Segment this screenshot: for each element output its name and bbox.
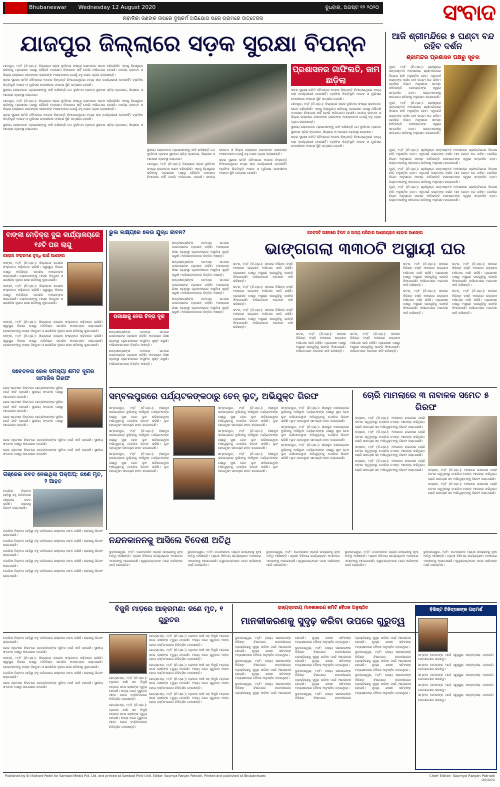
temple-text-2: [389, 148, 497, 222]
temple-body-2: ପୁରୀ, ୧୧/୮ (ନି.ପ୍ର.): ଶ୍ରୀକୃଷ୍ଣ ଜନ୍ମାଷ୍ଟମୀ ଅବସରରେ ଶ୍ରୀମନ୍ଦିରରେ ବିଶେଷ ନୀତି ଅନୁଷ୍ଠିତ ହେବ। ଏଥିପାଇଁ ଭକ୍ତଙ୍କ ଦର୍ଶନ ପାଞ୍ଚ ଘଣ୍ଟା ବନ୍ଦ ରହିବ। କୋଭିଡ଼ ନିୟମ ଅନୁସାରେ ସମସ୍ତ ନୀତିକାନ୍ତି ସେବାୟତଙ୍କ ଦ୍ୱାରା ସମ୍ପାଦିତ ହେବ। ଭକ୍ତମାନଙ୍କୁ ସହଯୋଗ କରିବାକୁ ଅନୁରୋଧ କରାଯାଇଛି।: [389, 148, 497, 165]
lead-col2-body-3: ସଡ଼କ ସୁରକ୍ଷା କମିଟି ବୈଠକରେ ଅନେକ ନିଷ୍ପତ୍ତି ନିଆଯାଇଥିଲେ ମଧ୍ୟ ତାହା କାର୍ଯ୍ୟକାରୀ ହେଉନାହିଁ। ଟ୍ରାଫିକ ଭିତ୍ତିଭୂମି ଅଭାବ ଓ ପୁଲିସର ଉଦାସୀନତା ଫଳରେ ସ୍ଥିତି ଗମ୍ଭୀର ହେଉଛି।: [219, 158, 287, 175]
chori-body-5: ଭଦ୍ରକ, ୧୧/୮ (ନି.ପ୍ର.): ଅଞ୍ଚଳରେ ଲଗାତାର ଚୋରି ଘଟଣା ଘଟୁଥିବାରୁ ପୋଲିସ ତଦନ୍ତ ଆରମ୍ଭ କରିଥିଲା। ଚୋରି ସାମଗ୍ରୀ ସହ ଅଭିଯୁକ୍ତଙ୍କୁ ଗିରଫ କରାଯାଇଛି।: [428, 468, 497, 481]
ad-title: ବିଶିଷ୍ଟ ଚିକିତ୍ସକଙ୍କ ପରାମର୍ଶ: [416, 606, 496, 616]
footer: [3, 772, 497, 785]
temple-body-1b: ପୁରୀ, ୧୧/୮ (ନି.ପ୍ର.): ଶ୍ରୀକୃଷ୍ଣ ଜନ୍ମାଷ୍ଟମୀ ଅବସରରେ ଶ୍ରୀମନ୍ଦିରରେ ବିଶେଷ ନୀତି ଅନୁଷ୍ଠିତ ହେବ। ଏଥିପାଇଁ ଭକ୍ତଙ୍କ ଦର୍ଶନ ପାଞ୍ଚ ଘଣ୍ଟା ବନ୍ଦ ରହିବ। କୋଭିଡ଼ ନିୟମ ଅନୁସାରେ ସମସ୍ତ ନୀତିକାନ୍ତି ସେବାୟତଙ୍କ ଦ୍ୱାରା ସମ୍ପାଦିତ ହେବ। ଭକ୍ତମାନଙ୍କୁ ସହଯୋଗ କରିବାକୁ ଅନୁରୋଧ କରାଯାଇଛି।: [389, 100, 441, 135]
lead-body-3: ସ୍ଥାନୀୟ ଲୋକମାନେ ପ୍ରଶାସନଙ୍କୁ ଦାବି କରିଛନ୍ତି ଯେ ଦୁର୍ଘଟଣା ପ୍ରବଣ ସ୍ଥାନରେ ସ୍ପିଡ଼ ବ୍ରେକର, ସିଗ୍ନାଲ ଓ ଆଲୋକ ବ୍ୟବସ୍ଥା କରାଯାଉ।: [3, 88, 143, 97]
temple-body-3: ପୁରୀ, ୧୧/୮ (ନି.ପ୍ର.): ଶ୍ରୀକୃଷ୍ଣ ଜନ୍ମାଷ୍ଟମୀ ଅବସରରେ ଶ୍ରୀମନ୍ଦିରରେ ବିଶେଷ ନୀତି ଅନୁଷ୍ଠିତ ହେବ। ଏଥିପାଇଁ ଭକ୍ତଙ୍କ ଦର୍ଶନ ପାଞ୍ଚ ଘଣ୍ଟା ବନ୍ଦ ରହିବ। କୋଭିଡ଼ ନିୟମ ଅନୁସାରେ ସମସ୍ତ ନୀତିକାନ୍ତି ସେବାୟତଙ୍କ ଦ୍ୱାରା ସମ୍ପାଦିତ ହେବ। ଭକ୍ତମାନଙ୍କୁ ସହଯୋଗ କରିବାକୁ ଅନୁରୋଧ କରାଯାଇଛି।: [389, 166, 497, 184]
bhanga-body-6: କଟକ, ୧୧/୮ (ନି.ପ୍ର.): ସହରର ବିଭିନ୍ନ ବସ୍ତି ଅଞ୍ଚଳରେ ଉଚ୍ଛେଦ ଅଭିଯାନ ଜାରି ରହିଛି। ପ୍ରଶାସନ ପକ୍ଷରୁ ଅସ୍ଥାୟୀ ଘରଗୁଡ଼ିକୁ ଭାଙ୍ଗି ଦିଆଯାଇଛି। ବାସିନ୍ଦାମାନେ ଥଇଥାନ ଦାବି କରିଛନ୍ତି।: [403, 262, 448, 288]
bhanga-body-9: କଟକ, ୧୧/୮ (ନି.ପ୍ର.): ସହରର ବିଭିନ୍ନ ବସ୍ତି ଅଞ୍ଚଳରେ ଉଚ୍ଛେଦ ଅଭିଯାନ ଜାରି ରହିଛି। ପ୍ରଶାସନ ପକ୍ଷରୁ ଅସ୍ଥାୟୀ ଘରଗୁଡ଼ିକୁ ଭାଙ୍ଗି ଦିଆଯାଇଛି। ବାସିନ୍ଦାମାନେ ଥଇଥାନ ଦାବି କରିଛନ୍ତି।: [452, 289, 497, 315]
bhanga-text-1: [233, 262, 293, 384]
footer-editor-name: ସମ୍ପାଦକ: [481, 778, 495, 782]
ad-body-3: ସମ୍ବାଦ ପାଠକଙ୍କ ପାଇଁ ସ୍ୱାସ୍ଥ୍ୟ ସମ୍ବନ୍ଧୀୟ ପରାମର୍ଶ। ଯୋଗାଯୋଗ କରନ୍ତୁ।: [418, 673, 494, 682]
newspaper-page: [3, 2, 497, 785]
left2-body-3: ରେଳ ଷ୍ଟେସନ ନିକଟରେ ଯାତ୍ରୀମାନଙ୍କ ସୁବିଧା ପାଇଁ ଦାବି ହୋଇଛି। ସ୍ଥାନୀୟ ସଂଗଠନ ପକ୍ଷରୁ ଆନ୍ଦୋଳନ ହୋଇଛି।: [3, 414, 63, 428]
brand-logo: [385, 2, 497, 28]
ad-body-1: ସମ୍ବାଦ ପାଠକଙ୍କ ପାଇଁ ସ୍ୱାସ୍ଥ୍ୟ ସମ୍ବନ୍ଧୀୟ ପରାମର୍ଶ। ଯୋଗାଯୋଗ କରନ୍ତୁ।: [418, 653, 494, 662]
bhanga-kicker: ଜନବସତି ଅଞ୍ଚଳରେ ବିପଦ ଓ ଅନ୍ୟ ପରିବାର ଆଶ୍ରୟହୀନ ହେବାର ଆଶଙ୍କା: [307, 230, 423, 235]
center-headline: ଭୁଲ ଲକ୍ଷ୍ୟରେ କେଉଁ ଯୁଦ୍ଧ ଜୀବନ?: [109, 230, 186, 236]
center-body-3: ଛାତ୍ରଛାତ୍ରୀଙ୍କ ପାଠପଢ଼ା ଉପରେ ଲକଡାଉନର ପ୍ରଭାବ ପଡ଼ିଛି। ଅନଲାଇନ ଶିକ୍ଷା ବ୍ୟବସ୍ଥା ଗ୍ରାମାଞ୍ଚଳରେ ଅସୁବିଧା ସୃଷ୍ଟି କରୁଛି। ଅଭିଭାବକମାନେ ଚିନ୍ତିତ ଅଛନ୍ତି।: [172, 278, 229, 296]
left-mid-headline: ବାଙ୍କୀ ମେଡ଼ିକ୍ରା ଦୁଇ କାର୍ଯ୍ୟାଳୟରେ ୧୬ଟି ଘର ଲାଗୁ: [3, 230, 103, 252]
center-body-2: ଛାତ୍ରଛାତ୍ରୀଙ୍କ ପାଠପଢ଼ା ଉପରେ ଲକଡାଉନର ପ୍ରଭାବ ପଡ଼ିଛି। ଅନଲାଇନ ଶିକ୍ଷା ବ୍ୟବସ୍ଥା ଗ୍ରାମାଞ୍ଚଳରେ ଅସୁବିଧା ସୃଷ୍ଟି କରୁଛି। ଅଭିଭାବକମାନେ ଚିନ୍ତିତ ଅଛନ୍ତି।: [172, 259, 229, 277]
bijuli-body-7: କେନ୍ଦ୍ରାପଡ଼ା, ୧୧/୮ (ନି.ପ୍ର.): ପ୍ରବଳ ବର୍ଷା ସହ ବିଜୁଳି ମାଡ଼ରେ ଜଣେ ଚାଷୀଙ୍କ ମୃତ୍ୟୁ ହୋଇଛି। ଅନ୍ୟ ଜଣେ ଗୁରୁତର ଆହତ ହୋଇ ହସ୍ପିଟାଲରେ ଚିକିତ୍ସିତ ହେଉଛନ୍ତି।: [109, 703, 147, 729]
left2-body-5: ରେଳ ଷ୍ଟେସନ ନିକଟରେ ଯାତ୍ରୀମାନଙ୍କ ସୁବିଧା ପାଇଁ ଦାବି ହୋଇଛି। ସ୍ଥାନୀୟ ସଂଗଠନ ପକ୍ଷରୁ ଆନ୍ଦୋଳନ ହୋଇଛି।: [3, 448, 103, 457]
left-mid-sub: କରୋନା ସଂକ୍ରମଣ ବୃଦ୍ଧି ପାଇଁ ଆଶଙ୍କା: [3, 253, 66, 258]
sambalpur-body-1: ସମ୍ବଲପୁର, ୧୧/୮ (ନି.ପ୍ର.): ହୀରାକୁଦ ଜଳଭଣ୍ଡାର ବୁଲିବାକୁ ଆସିଥିବା ପର୍ଯ୍ୟଟକଙ୍କ ଗଳାରୁ ସୁନା ଚେନ ଲୁଟ କରିନେଇଥିବା ଅଭିଯୁକ୍ତକୁ ପୋଲିସ ଗିରଫ କରିଛି। ଲୁଟ ହୋଇଥିବା ସାମଗ୍ରୀ ଜବତ କରାଯାଇଛି।: [109, 406, 169, 428]
bijuli-body-6: କେନ୍ଦ୍ରାପଡ଼ା, ୧୧/୮ (ନି.ପ୍ର.): ପ୍ରବଳ ବର୍ଷା ସହ ବିଜୁଳି ମାଡ଼ରେ ଜଣେ ଚାଷୀଙ୍କ ମୃତ୍ୟୁ ହୋଇଛି। ଅନ୍ୟ ଜଣେ ଗୁରୁତର ଆହତ ହୋଇ ହସ୍ପିଟାଲରେ ଚିକିତ୍ସିତ ହେଉଛନ୍ତି।: [109, 676, 147, 702]
chori-text-1: [355, 416, 425, 530]
bijuli-text-1: [149, 634, 229, 770]
center-photo-building: [109, 241, 169, 311]
left-bottom-body-1: ପୋଲିସ ପିକ୍‌ଅପ ଗାଡ଼ିରୁ ବହୁ ପରିମାଣର ଗଞ୍ଜେଇ ଜବତ କରିଛି। ଚାଳକକୁ ଗିରଫ କରାଯାଇଛି।: [3, 636, 103, 645]
left3-photo-vehicle: [33, 489, 103, 527]
bottom-headline: ମାନକୀକରଣକୁ ସୁଦୃଢ଼ କରିବା ଉପରେ ଗୁରୁତ୍ୱ: [240, 616, 406, 627]
sambalpur-portrait-1: [173, 406, 215, 456]
footer-imprint: Published by Sri Kishore Padhi for Sambad Media Pvt. Ltd. and printed at Sambad Print Unit. Editor: Soumya Ranjan Patnaik. Printed and published at Bhubaneswar.: [5, 774, 267, 778]
left2-text: [3, 386, 63, 436]
lead-column-1: [3, 64, 143, 224]
left-bottom-body-3: ବାଙ୍କୀ, ୧୧/୮ (ନି.ପ୍ର.): ଜିଲ୍ଲାରେ କରୋନା ସଂକ୍ରମଣ ବଢ଼ିବାରେ ଲାଗିଛି। ସ୍ୱାସ୍ଥ୍ୟ ବିଭାଗ ପକ୍ଷରୁ ଅତିରିକ୍ତ ସତର୍କତା ଅବଲମ୍ବନ କରାଯାଇଛି। ଲୋକମାନଙ୍କୁ ମାସ୍କ ପିନ୍ଧିବା ଓ ଶାରୀରିକ ଦୂରତା ରକ୍ଷା କରିବାକୁ କୁହାଯାଇଛି।: [3, 656, 103, 669]
lead-body-1-repeat: ଯାଜପୁର, ୧୧/୮ (ନି.ପ୍ର.): ଜିଲ୍ଲାରେ ସଡ଼କ ଦୁର୍ଘଟଣା ସଂଖ୍ୟା କ୍ରମାଗତ ଭାବେ ବଢ଼ିଚାଲିଛି। ଏହାକୁ ନିୟନ୍ତ୍ରଣ କରିବାକୁ ପ୍ରଶାସନ ପକ୍ଷରୁ କୌଣସି ପଦକ୍ଷେପ ନିଆଯାଉ ନାହିଁ ବୋଲି ଅଭିଯୋଗ ହେଉଛି। ଜାତୀୟ ରାଜପଥ ଓ ଜିଲ୍ଲା ରାସ୍ତାରେ ଯାନବାହାନ ଚାଳକଙ୍କ ଅସାବଧାନତା ଯୋଗୁଁ ବହୁ ଲୋକ ପ୍ରାଣ ହରାଉଛନ୍ତି।: [3, 98, 143, 112]
left3-body-4: ପୋଲିସ ପିକ୍‌ଅପ ଗାଡ଼ିରୁ ବହୁ ପରିମାଣର ଗଞ୍ଜେଇ ଜବତ କରିଛି। ଚାଳକକୁ ଗିରଫ କରାଯାଇଛି।: [3, 549, 103, 558]
left-mid-body-4: ବାଙ୍କୀ, ୧୧/୮ (ନି.ପ୍ର.): ଜିଲ୍ଲାରେ କରୋନା ସଂକ୍ରମଣ ବଢ଼ିବାରେ ଲାଗିଛି। ସ୍ୱାସ୍ଥ୍ୟ ବିଭାଗ ପକ୍ଷରୁ ଅତିରିକ୍ତ ସତର୍କତା ଅବଲମ୍ବନ କରାଯାଇଛି। ଲୋକମାନଙ୍କୁ ମାସ୍କ ପିନ୍ଧିବା ଓ ଶାରୀରିକ ଦୂରତା ରକ୍ଷା କରିବାକୁ କୁହାଯାଇଛି।: [3, 334, 103, 347]
left2-text-2: [3, 438, 103, 468]
bhanga-headline: ଭାଙ୍ଗଗଲା ୩୩୦ଟି ଅସ୍ଥାୟୀ ଘର: [264, 239, 466, 258]
nandan-text: [109, 550, 497, 600]
left3-body-3: ପୋଲିସ ପିକ୍‌ଅପ ଗାଡ଼ିରୁ ବହୁ ପରିମାଣର ଗଞ୍ଜେଇ ଜବତ କରିଛି। ଚାଳକକୁ ଗିରଫ କରାଯାଇଛି।: [3, 539, 103, 548]
bhanga-text-3: [403, 262, 497, 384]
date: Wednesday 12 August 2020: [78, 5, 156, 11]
nandan-body-3: ଭୁବନେଶ୍ୱର, ୧୧/୮: ନନ୍ଦନକାନନ ପ୍ରାଣୀ ଉଦ୍ୟାନକୁ ନୂଆ ଅତିଥି ଆସିଛନ୍ତି। ପ୍ରାଣୀ ବିନିମୟ କାର୍ଯ୍ୟକ୍ରମ ଅଧୀନରେ ଏମାନଙ୍କୁ ଆଣାଯାଇଛି। କ୍ୱାରେଣ୍ଟାଇନ ପରେ ଦର୍ଶକଙ୍କ ପାଇଁ ଖୋଲାଯିବ।: [266, 550, 340, 567]
nandan-headline: ନନ୍ଦନକାନନକୁ ଆସିଲେ ବିଦେଶୀ ଅତିଥି: [109, 536, 231, 546]
lead-kicker: ପ୍ରଶାସନର ଗାଫିଲତି, ଜାମ ଛାଡ଼ିଲା: [292, 65, 380, 85]
left2-body-2: ରେଳ ଷ୍ଟେସନ ନିକଟରେ ଯାତ୍ରୀମାନଙ୍କ ସୁବିଧା ପାଇଁ ଦାବି ହୋଇଛି। ସ୍ଥାନୀୟ ସଂଗଠନ ପକ୍ଷରୁ ଆନ୍ଦୋଳନ ହୋଇଛି।: [3, 400, 63, 413]
sambalpur-body-4: ସମ୍ବଲପୁର, ୧୧/୮ (ନି.ପ୍ର.): ହୀରାକୁଦ ଜଳଭଣ୍ଡାର ବୁଲିବାକୁ ଆସିଥିବା ପର୍ଯ୍ୟଟକଙ୍କ ଗଳାରୁ ସୁନା ଚେନ ଲୁଟ କରିନେଇଥିବା ଅଭିଯୁକ୍ତକୁ ପୋଲିସ ଗିରଫ କରିଛି। ଲୁଟ ହୋଇଥିବା ସାମଗ୍ରୀ ଜବତ କରାଯାଇଛି।: [218, 406, 278, 428]
left3-text-2: [3, 529, 103, 629]
divider: [109, 602, 497, 603]
date-odia: ବୁଧବାର, ଅଗଷ୍ଟ ୧୨ ୨୦୨୦: [325, 5, 379, 11]
ad-body-5: ସମ୍ବାଦ ପାଠକଙ୍କ ପାଇଁ ସ୍ୱାସ୍ଥ୍ୟ ସମ୍ବନ୍ଧୀୟ ପରାମର୍ଶ। ଯୋଗାଯୋଗ କରନ୍ତୁ।: [418, 693, 494, 702]
bottom-body-7: ଭୁବନେଶ୍ୱର, ୧୧/୮: ରାଜ୍ୟ ସରକାରଙ୍କ ବିଭିନ୍ନ ବିଭାଗରେ ମାନକୀକରଣ ପ୍ରକ୍ରିୟାକୁ ସୁଦୃଢ଼ କରିବା ପାଇଁ ଆଲୋଚନା ହୋଇଛି। ମୁଖ୍ୟ ଶାସନ ସଚିବଙ୍କ ଅଧ୍ୟକ୍ଷତାରେ ବୈଠକ ଅନୁଷ୍ଠିତ ହୋଇଥିଲା।: [355, 650, 411, 672]
lead-headline: ଯାଜପୁର ଜିଲ୍ଲାରେ ସଡ଼କ ସୁରକ୍ଷା ବିପନ୍ନ: [20, 32, 366, 57]
bottom-text: [235, 636, 411, 770]
sambalpur-body-8: ସମ୍ବଲପୁର, ୧୧/୮ (ନି.ପ୍ର.): ହୀରାକୁଦ ଜଳଭଣ୍ଡାର ବୁଲିବାକୁ ଆସିଥିବା ପର୍ଯ୍ୟଟକଙ୍କ ଗଳାରୁ ସୁନା ଚେନ ଲୁଟ କରିନେଇଥିବା ଅଭିଯୁକ୍ତକୁ ପୋଲିସ ଗିରଫ କରିଛି। ଲୁଟ ହୋଇଥିବା ସାମଗ୍ରୀ ଜବତ କରାଯାଇଛି।: [281, 424, 349, 442]
center-box-body-1: ଛାତ୍ରଛାତ୍ରୀଙ୍କ ପାଠପଢ଼ା ଉପରେ ଲକଡାଉନର ପ୍ରଭାବ ପଡ଼ିଛି। ଅନଲାଇନ ଶିକ୍ଷା ବ୍ୟବସ୍ଥା ଗ୍ରାମାଞ୍ଚଳରେ ଅସୁବିଧା ସୃଷ୍ଟି କରୁଛି। ଅଭିଭାବକମାନେ ଚିନ୍ତିତ ଅଛନ୍ତି।: [109, 330, 169, 347]
left2-headline: ସଚେତନତା ରେଳ ସମସ୍ୟା ଶମିତି ଦୂର୍ଗର ସାମାଜିକ ଗିରଫ: [11, 369, 95, 382]
center-box-title: ପରୀକ୍ଷାକୁ ନେଇ ଚିନ୍ତା ଦୂର: [109, 313, 169, 329]
bottom-body-4: ଭୁବନେଶ୍ୱର, ୧୧/୮: ରାଜ୍ୟ ସରକାରଙ୍କ ବିଭିନ୍ନ ବିଭାଗରେ ମାନକୀକରଣ ପ୍ରକ୍ରିୟାକୁ ସୁଦୃଢ଼ କରିବା ପାଇଁ ଆଲୋଚନା ହୋଇଛି। ମୁଖ୍ୟ ଶାସନ ସଚିବଙ୍କ ଅଧ୍ୟକ୍ଷତାରେ ବୈଠକ ଅନୁଷ୍ଠିତ ହୋଇଥିଲା।: [295, 646, 351, 668]
bottom-kicker: ରାଜ୍ୟସ୍ତରୀୟ ମାନକୀକରଣ କମିଟି ବୈଠକ ଅନୁଷ୍ଠିତ: [277, 606, 369, 611]
left3-body-1: ପୋଲିସ ପିକ୍‌ଅପ ଗାଡ଼ିରୁ ବହୁ ପରିମାଣର ଗଞ୍ଜେଇ ଜବତ କରିଛି। ଚାଳକକୁ ଗିରଫ କରାଯାଇଛି।: [3, 489, 31, 511]
chori-body-6: ଭଦ୍ରକ, ୧୧/୮ (ନି.ପ୍ର.): ଅଞ୍ଚଳରେ ଲଗାତାର ଚୋରି ଘଟଣା ଘଟୁଥିବାରୁ ପୋଲିସ ତଦନ୍ତ ଆରମ୍ଭ କରିଥିଲା। ଚୋରି ସାମଗ୍ରୀ ସହ ଅଭିଯୁକ୍ତଙ୍କୁ ଗିରଫ କରାଯାଇଛି।: [428, 482, 497, 495]
ad-body-4: ସମ୍ବାଦ ପାଠକଙ୍କ ପାଇଁ ସ୍ୱାସ୍ଥ୍ୟ ସମ୍ବନ୍ଧୀୟ ପରାମର୍ଶ। ଯୋଗାଯୋଗ କରନ୍ତୁ।: [418, 683, 494, 692]
bhanga-body-2: କଟକ, ୧୧/୮ (ନି.ପ୍ର.): ସହରର ବିଭିନ୍ନ ବସ୍ତି ଅଞ୍ଚଳରେ ଉଚ୍ଛେଦ ଅଭିଯାନ ଜାରି ରହିଛି। ପ୍ରଶାସନ ପକ୍ଷରୁ ଅସ୍ଥାୟୀ ଘରଗୁଡ଼ିକୁ ଭାଙ୍ଗି ଦିଆଯାଇଛି। ବାସିନ୍ଦାମାନେ ଥଇଥାନ ଦାବି କରିଛନ୍ତି।: [233, 284, 293, 307]
lead-body-2: ସଡ଼କ ସୁରକ୍ଷା କମିଟି ବୈଠକରେ ଅନେକ ନିଷ୍ପତ୍ତି ନିଆଯାଇଥିଲେ ମଧ୍ୟ ତାହା କାର୍ଯ୍ୟକାରୀ ହେଉନାହିଁ। ଟ୍ରାଫିକ ଭିତ୍ତିଭୂମି ଅଭାବ ଓ ପୁଲିସର ଉଦାସୀନତା ଫଳରେ ସ୍ଥିତି ଗମ୍ଭୀର ହେଉଛି।: [3, 78, 143, 87]
bottom-body-2: ଭୁବନେଶ୍ୱର, ୧୧/୮: ରାଜ୍ୟ ସରକାରଙ୍କ ବିଭିନ୍ନ ବିଭାଗରେ ମାନକୀକରଣ ପ୍ରକ୍ରିୟାକୁ ସୁଦୃଢ଼ କରିବା ପାଇଁ ଆଲୋଚନା ହୋଇଛି। ମୁଖ୍ୟ ଶାସନ ସଚିବଙ୍କ ଅଧ୍ୟକ୍ଷତାରେ ବୈଠକ ଅନୁଷ୍ଠିତ ହୋଇଥିଲା।: [235, 658, 291, 681]
left-mid-body-1: ବାଙ୍କୀ, ୧୧/୮ (ନି.ପ୍ର.): ଜିଲ୍ଲାରେ କରୋନା ସଂକ୍ରମଣ ବଢ଼ିବାରେ ଲାଗିଛି। ସ୍ୱାସ୍ଥ୍ୟ ବିଭାଗ ପକ୍ଷରୁ ଅତିରିକ୍ତ ସତର୍କତା ଅବଲମ୍ବନ କରାଯାଇଛି। ଲୋକମାନଙ୍କୁ ମାସ୍କ ପିନ୍ଧିବା ଓ ଶାରୀରିକ ଦୂରତା ରକ୍ଷା କରିବାକୁ କୁହାଯାଇଛି।: [3, 261, 63, 283]
lead-col3-body-3: ସ୍ଥାନୀୟ ଲୋକମାନେ ପ୍ରଶାସନଙ୍କୁ ଦାବି କରିଛନ୍ତି ଯେ ଦୁର୍ଘଟଣା ପ୍ରବଣ ସ୍ଥାନରେ ସ୍ପିଡ଼ ବ୍ରେକର, ସିଗ୍ନାଲ ଓ ଆଲୋକ ବ୍ୟବସ୍ଥା କରାଯାଉ।: [291, 125, 381, 134]
top-strip: ନାବାଳିକା ଜଣଙ୍କ ଉପରେ ଦୁଷ୍କର୍ମ ଅଭିଯୋଗ ପରେ ଗ୍ରାମରେ ଉତ୍ତେଜନା: [3, 15, 383, 24]
nandan-body-1: ଭୁବନେଶ୍ୱର, ୧୧/୮: ନନ୍ଦନକାନନ ପ୍ରାଣୀ ଉଦ୍ୟାନକୁ ନୂଆ ଅତିଥି ଆସିଛନ୍ତି। ପ୍ରାଣୀ ବିନିମୟ କାର୍ଯ୍ୟକ୍ରମ ଅଧୀନରେ ଏମାନଙ୍କୁ ଆଣାଯାଇଛି। କ୍ୱାରେଣ୍ଟାଇନ ପରେ ଦର୍ଶକଙ୍କ ପାଇଁ ଖୋଲାଯିବ।: [109, 550, 183, 567]
bhanga-photo-demolition: [296, 262, 400, 330]
nandan-body-2: ଭୁବନେଶ୍ୱର, ୧୧/୮: ନନ୍ଦନକାନନ ପ୍ରାଣୀ ଉଦ୍ୟାନକୁ ନୂଆ ଅତିଥି ଆସିଛନ୍ତି। ପ୍ରାଣୀ ବିନିମୟ କାର୍ଯ୍ୟକ୍ରମ ଅଧୀନରେ ଏମାନଙ୍କୁ ଆଣାଯାଇଛି। କ୍ୱାରେଣ୍ଟାଇନ ପରେ ଦର୍ଶକଙ୍କ ପାଇଁ ଖୋଲାଯିବ।: [187, 550, 262, 567]
chori-body-2: ଭଦ୍ରକ, ୧୧/୮ (ନି.ପ୍ର.): ଅଞ୍ଚଳରେ ଲଗାତାର ଚୋରି ଘଟଣା ଘଟୁଥିବାରୁ ପୋଲିସ ତଦନ୍ତ ଆରମ୍ଭ କରିଥିଲା। ଚୋରି ସାମଗ୍ରୀ ସହ ଅଭିଯୁକ୍ତଙ୍କୁ ଗିରଫ କରାଯାଇଛି।: [355, 430, 425, 443]
ad-doctor-photo: [418, 618, 448, 652]
divider: [352, 390, 353, 530]
ad-body-2: ସମ୍ବାଦ ପାଠକଙ୍କ ପାଇଁ ସ୍ୱାସ୍ଥ୍ୟ ସମ୍ବନ୍ଧୀୟ ପରାମର୍ଶ। ଯୋଗାଯୋଗ କରନ୍ତୁ।: [418, 663, 494, 672]
center-body-4: ଛାତ୍ରଛାତ୍ରୀଙ୍କ ପାଠପଢ଼ା ଉପରେ ଲକଡାଉନର ପ୍ରଭାବ ପଡ଼ିଛି। ଅନଲାଇନ ଶିକ୍ଷା ବ୍ୟବସ୍ଥା ଗ୍ରାମାଞ୍ଚଳରେ ଅସୁବିଧା ସୃଷ୍ଟି କରୁଛି। ଅଭିଭାବକମାନେ ଚିନ୍ତିତ ଅଛନ୍ତି।: [172, 297, 229, 314]
left-mid-text-2: [3, 320, 103, 366]
divider: [232, 604, 233, 770]
left2-portrait: [67, 388, 103, 428]
ad-box: [415, 605, 497, 770]
sambalpur-text-1: [109, 406, 169, 530]
bijuli-body-3: କେନ୍ଦ୍ରାପଡ଼ା, ୧୧/୮ (ନି.ପ୍ର.): ପ୍ରବଳ ବର୍ଷା ସହ ବିଜୁଳି ମାଡ଼ରେ ଜଣେ ଚାଷୀଙ୍କ ମୃତ୍ୟୁ ହୋଇଛି। ଅନ୍ୟ ଜଣେ ଗୁରୁତର ଆହତ ହୋଇ ହସ୍ପିଟାଲରେ ଚିକିତ୍ସିତ ହେଉଛନ୍ତି।: [149, 662, 229, 676]
bijuli-body-5: କେନ୍ଦ୍ରାପଡ଼ା, ୧୧/୮ (ନି.ପ୍ର.): ପ୍ରବଳ ବର୍ଷା ସହ ବିଜୁଳି ମାଡ଼ରେ ଜଣେ ଚାଷୀଙ୍କ ମୃତ୍ୟୁ ହୋଇଛି। ଅନ୍ୟ ଜଣେ ଗୁରୁତର ଆହତ ହୋଇ ହସ୍ପିଟାଲରେ ଚିକିତ୍ସିତ ହେଉଛନ୍ତି।: [149, 691, 229, 705]
left-bottom-body-4: ପୋଲିସ ପିକ୍‌ଅପ ଗାଡ଼ିରୁ ବହୁ ପରିମାଣର ଗଞ୍ଜେଇ ଜବତ କରିଛି। ଚାଳକକୁ ଗିରଫ କରାଯାଇଛି।: [3, 670, 103, 679]
center-body-1: ଛାତ୍ରଛାତ୍ରୀଙ୍କ ପାଠପଢ଼ା ଉପରେ ଲକଡାଉନର ପ୍ରଭାବ ପଡ଼ିଛି। ଅନଲାଇନ ଶିକ୍ଷା ବ୍ୟବସ୍ଥା ଗ୍ରାମାଞ୍ଚଳରେ ଅସୁବିଧା ସୃଷ୍ଟି କରୁଛି। ଅଭିଭାବକମାନେ ଚିନ୍ତିତ ଅଛନ୍ତି।: [172, 241, 229, 258]
lead-column-3: [291, 88, 381, 224]
left-mid-portrait: [67, 262, 103, 306]
left2-body-4: ରେଳ ଷ୍ଟେସନ ନିକଟରେ ଯାତ୍ରୀମାନଙ୍କ ସୁବିଧା ପାଇଁ ଦାବି ହୋଇଛି। ସ୍ଥାନୀୟ ସଂଗଠନ ପକ୍ଷରୁ ଆନ୍ଦୋଳନ ହୋଇଛି।: [3, 438, 103, 447]
lead-body-2-repeat: ସଡ଼କ ସୁରକ୍ଷା କମିଟି ବୈଠକରେ ଅନେକ ନିଷ୍ପତ୍ତି ନିଆଯାଇଥିଲେ ମଧ୍ୟ ତାହା କାର୍ଯ୍ୟକାରୀ ହେଉନାହିଁ। ଟ୍ରାଫିକ ଭିତ୍ତିଭୂମି ଅଭାବ ଓ ପୁଲିସର ଉଦାସୀନତା ଫଳରେ ସ୍ଥିତି ଗମ୍ଭୀର ହେଉଛି।: [3, 112, 143, 122]
bhanga-body-3: କଟକ, ୧୧/୮ (ନି.ପ୍ର.): ସହରର ବିଭିନ୍ନ ବସ୍ତି ଅଞ୍ଚଳରେ ଉଚ୍ଛେଦ ଅଭିଯାନ ଜାରି ରହିଛି। ପ୍ରଶାସନ ପକ୍ଷରୁ ଅସ୍ଥାୟୀ ଘରଗୁଡ଼ିକୁ ଭାଙ୍ଗି ଦିଆଯାଇଛି। ବାସିନ୍ଦାମାନେ ଥଇଥାନ ଦାବି କରିଛନ୍ତି।: [233, 307, 293, 330]
bhanga-body-7: କଟକ, ୧୧/୮ (ନି.ପ୍ର.): ସହରର ବିଭିନ୍ନ ବସ୍ତି ଅଞ୍ଚଳରେ ଉଚ୍ଛେଦ ଅଭିଯାନ ଜାରି ରହିଛି। ପ୍ରଶାସନ ପକ୍ଷରୁ ଅସ୍ଥାୟୀ ଘରଗୁଡ଼ିକୁ ଭାଙ୍ଗି ଦିଆଯାଇଛି। ବାସିନ୍ଦାମାନେ ଥଇଥାନ ଦାବି କରିଛନ୍ତି।: [403, 289, 448, 315]
sambalpur-text-2: [218, 406, 278, 530]
sambalpur-body-5: ସମ୍ବଲପୁର, ୧୧/୮ (ନି.ପ୍ର.): ହୀରାକୁଦ ଜଳଭଣ୍ଡାର ବୁଲିବାକୁ ଆସିଥିବା ପର୍ଯ୍ୟଟକଙ୍କ ଗଳାରୁ ସୁନା ଚେନ ଲୁଟ କରିନେଇଥିବା ଅଭିଯୁକ୍ତକୁ ପୋଲିସ ଗିରଫ କରିଛି। ଲୁଟ ହୋଇଥିବା ସାମଗ୍ରୀ ଜବତ କରାଯାଇଛି।: [218, 428, 278, 451]
chori-body-4: ଭଦ୍ରକ, ୧୧/୮ (ନି.ପ୍ର.): ଅଞ୍ଚଳରେ ଲଗାତାର ଚୋରି ଘଟଣା ଘଟୁଥିବାରୁ ପୋଲିସ ତଦନ୍ତ ଆରମ୍ଭ କରିଥିଲା। ଚୋରି ସାମଗ୍ରୀ ସହ ଅଭିଯୁକ୍ତଙ୍କୁ ଗିରଫ କରାଯାଇଛି।: [355, 459, 425, 472]
bhanga-text-2: [296, 332, 400, 384]
lead-col3-body-1: ସଡ଼କ ସୁରକ୍ଷା କମିଟି ବୈଠକରେ ଅନେକ ନିଷ୍ପତ୍ତି ନିଆଯାଇଥିଲେ ମଧ୍ୟ ତାହା କାର୍ଯ୍ୟକାରୀ ହେଉନାହିଁ। ଟ୍ରାଫିକ ଭିତ୍ତିଭୂମି ଅଭାବ ଓ ପୁଲିସର ଉଦାସୀନତା ଫଳରେ ସ୍ଥିତି ଗମ୍ଭୀର ହେଉଛି।: [291, 88, 381, 101]
temple-sub: ଶ୍ରୀମନ୍ଦିର ପ୍ରଶାସନ ପକ୍ଷରୁ ସୂଚନା: [406, 55, 480, 61]
left-mid-text: [3, 261, 63, 319]
lead-column-2: [147, 148, 287, 224]
bijuli-body-2: କେନ୍ଦ୍ରାପଡ଼ା, ୧୧/୮ (ନି.ପ୍ର.): ପ୍ରବଳ ବର୍ଷା ସହ ବିଜୁଳି ମାଡ଼ରେ ଜଣେ ଚାଷୀଙ୍କ ମୃତ୍ୟୁ ହୋଇଛି। ଅନ୍ୟ ଜଣେ ଗୁରୁତର ଆହତ ହୋଇ ହସ୍ପିଟାଲରେ ଚିକିତ୍ସିତ ହେଉଛନ୍ତି।: [149, 648, 229, 661]
temple-photo: [444, 65, 497, 145]
sambalpur-body-9: ସମ୍ବଲପୁର, ୧୧/୮ (ନି.ପ୍ର.): ହୀରାକୁଦ ଜଳଭଣ୍ଡାର ବୁଲିବାକୁ ଆସିଥିବା ପର୍ଯ୍ୟଟକଙ୍କ ଗଳାରୁ ସୁନା ଚେନ ଲୁଟ କରିନେଇଥିବା ଅଭିଯୁକ୍ତକୁ ପୋଲିସ ଗିରଫ କରିଛି। ଲୁଟ ହୋଇଥିବା ସାମଗ୍ରୀ ଜବତ କରାଯାଇଛି।: [281, 443, 349, 461]
footer-editor: [429, 774, 495, 782]
temple-body-4: ପୁରୀ, ୧୧/୮ (ନି.ପ୍ର.): ଶ୍ରୀକୃଷ୍ଣ ଜନ୍ମାଷ୍ଟମୀ ଅବସରରେ ଶ୍ରୀମନ୍ଦିରରେ ବିଶେଷ ନୀତି ଅନୁଷ୍ଠିତ ହେବ। ଏଥିପାଇଁ ଭକ୍ତଙ୍କ ଦର୍ଶନ ପାଞ୍ଚ ଘଣ୍ଟା ବନ୍ଦ ରହିବ। କୋଭିଡ଼ ନିୟମ ଅନୁସାରେ ସମସ୍ତ ନୀତିକାନ୍ତି ସେବାୟତଙ୍କ ଦ୍ୱାରା ସମ୍ପାଦିତ ହେବ। ଭକ୍ତମାନଙ୍କୁ ସହଯୋଗ କରିବାକୁ ଅନୁରୋଧ କରାଯାଇଛି।: [389, 185, 497, 203]
page-marker-icon: [5, 2, 27, 14]
bijuli-portrait: [109, 634, 147, 674]
lead-body-1: ଯାଜପୁର, ୧୧/୮ (ନି.ପ୍ର.): ଜିଲ୍ଲାରେ ସଡ଼କ ଦୁର୍ଘଟଣା ସଂଖ୍ୟା କ୍ରମାଗତ ଭାବେ ବଢ଼ିଚାଲିଛି। ଏହାକୁ ନିୟନ୍ତ୍ରଣ କରିବାକୁ ପ୍ରଶାସନ ପକ୍ଷରୁ କୌଣସି ପଦକ୍ଷେପ ନିଆଯାଉ ନାହିଁ ବୋଲି ଅଭିଯୋଗ ହେଉଛି। ଜାତୀୟ ରାଜପଥ ଓ ଜିଲ୍ଲା ରାସ୍ତାରେ ଯାନବାହାନ ଚାଳକଙ୍କ ଅସାବଧାନତା ଯୋଗୁଁ ବହୁ ଲୋକ ପ୍ରାଣ ହରାଉଛନ୍ତି।: [3, 64, 143, 77]
bottom-body-5: ଭୁବନେଶ୍ୱର, ୧୧/୮: ରାଜ୍ୟ ସରକାରଙ୍କ ବିଭିନ୍ନ ବିଭାଗରେ ମାନକୀକରଣ ପ୍ରକ୍ରିୟାକୁ ସୁଦୃଢ଼ କରିବା ପାଇଁ ଆଲୋଚନା ହୋଇଛି। ମୁଖ୍ୟ ଶାସନ ସଚିବଙ୍କ ଅଧ୍ୟକ୍ଷତାରେ ବୈଠକ ଅନୁଷ୍ଠିତ ହୋଇଥିଲା।: [295, 669, 351, 691]
divider: [385, 32, 386, 222]
divider: [3, 470, 106, 471]
divider: [3, 226, 497, 227]
chori-headline: ଚୋରି ମାମଲାରେ ୩ ନାବାଳକ ସମେତ ୫ ଗିରଫ: [362, 391, 490, 413]
left3-body-2: ପୋଲିସ ପିକ୍‌ଅପ ଗାଡ଼ିରୁ ବହୁ ପରିମାଣର ଗଞ୍ଜେଇ ଜବତ କରିଛି। ଚାଳକକୁ ଗିରଫ କରାଯାଇଛି।: [3, 529, 103, 538]
bottom-body-1: ଭୁବନେଶ୍ୱର, ୧୧/୮: ରାଜ୍ୟ ସରକାରଙ୍କ ବିଭିନ୍ନ ବିଭାଗରେ ମାନକୀକରଣ ପ୍ରକ୍ରିୟାକୁ ସୁଦୃଢ଼ କରିବା ପାଇଁ ଆଲୋଚନା ହୋଇଛି। ମୁଖ୍ୟ ଶାସନ ସଚିବଙ୍କ ଅଧ୍ୟକ୍ଷତାରେ ବୈଠକ ଅନୁଷ୍ଠିତ ହୋଇଥିଲା।: [235, 636, 291, 658]
left-mid-body-2: ବାଙ୍କୀ, ୧୧/୮ (ନି.ପ୍ର.): ଜିଲ୍ଲାରେ କରୋନା ସଂକ୍ରମଣ ବଢ଼ିବାରେ ଲାଗିଛି। ସ୍ୱାସ୍ଥ୍ୟ ବିଭାଗ ପକ୍ଷରୁ ଅତିରିକ୍ତ ସତର୍କତା ଅବଲମ୍ବନ କରାଯାଇଛି। ଲୋକମାନଙ୍କୁ ମାସ୍କ ପିନ୍ଧିବା ଓ ଶାରୀରିକ ଦୂରତା ରକ୍ଷା କରିବାକୁ କୁହାଯାଇଛି।: [3, 283, 63, 306]
bottom-body-3: ଭୁବନେଶ୍ୱର, ୧୧/୮: ରାଜ୍ୟ ସରକାରଙ୍କ ବିଭିନ୍ନ ବିଭାଗରେ ମାନକୀକରଣ ପ୍ରକ୍ରିୟାକୁ ସୁଦୃଢ଼ କରିବା ପାଇଁ ଆଲୋଚନା ହୋଇଛି। ମୁଖ୍ୟ ଶାସନ ସଚିବଙ୍କ ଅଧ୍ୟକ୍ଷତାରେ ବୈଠକ ଅନୁଷ୍ଠିତ ହୋଇଥିଲା।: [235, 636, 351, 695]
divider: [109, 387, 497, 388]
bottom-body-8: ଭୁବନେଶ୍ୱର, ୧୧/୮: ରାଜ୍ୟ ସରକାରଙ୍କ ବିଭିନ୍ନ ବିଭାଗରେ ମାନକୀକରଣ ପ୍ରକ୍ରିୟାକୁ ସୁଦୃଢ଼ କରିବା ପାଇଁ ଆଲୋଚନା ହୋଇଛି। ମୁଖ୍ୟ ଶାସନ ସଚିବଙ୍କ ଅଧ୍ୟକ୍ଷତାରେ ବୈଠକ ଅନୁଷ୍ଠିତ ହୋଇଥିଲା।: [355, 673, 411, 695]
left-bottom-text: [3, 636, 103, 770]
temple-text-1: [389, 65, 441, 145]
divider: [109, 533, 497, 534]
sambalpur-portrait-2: [173, 458, 215, 500]
bijuli-headline: ବିଜୁଳି ମାଡ଼ରେ ଆକ୍ରମଣ: ଜଣେ ମୃତ, ୧ ଗୁରୁତର: [114, 605, 224, 624]
lead-body-3-repeat: ସ୍ଥାନୀୟ ଲୋକମାନେ ପ୍ରଶାସନଙ୍କୁ ଦାବି କରିଛନ୍ତି ଯେ ଦୁର୍ଘଟଣା ପ୍ରବଣ ସ୍ଥାନରେ ସ୍ପିଡ଼ ବ୍ରେକର, ସିଗ୍ନାଲ ଓ ଆଲୋକ ବ୍ୟବସ୍ଥା କରାଯାଉ।: [3, 123, 143, 132]
left-mid-body-3: ବାଙ୍କୀ, ୧୧/୮ (ନି.ପ୍ର.): ଜିଲ୍ଲାରେ କରୋନା ସଂକ୍ରମଣ ବଢ଼ିବାରେ ଲାଗିଛି। ସ୍ୱାସ୍ଥ୍ୟ ବିଭାଗ ପକ୍ଷରୁ ଅତିରିକ୍ତ ସତର୍କତା ଅବଲମ୍ବନ କରାଯାଇଛି। ଲୋକମାନଙ୍କୁ ମାସ୍କ ପିନ୍ଧିବା ଓ ଶାରୀରିକ ଦୂରତା ରକ୍ଷା କରିବାକୁ କୁହାଯାଇଛି।: [3, 320, 103, 333]
bhanga-body-1: କଟକ, ୧୧/୮ (ନି.ପ୍ର.): ସହରର ବିଭିନ୍ନ ବସ୍ତି ଅଞ୍ଚଳରେ ଉଚ୍ଛେଦ ଅଭିଯାନ ଜାରି ରହିଛି। ପ୍ରଶାସନ ପକ୍ଷରୁ ଅସ୍ଥାୟୀ ଘରଗୁଡ଼ିକୁ ଭାଙ୍ଗି ଦିଆଯାଇଛି। ବାସିନ୍ଦାମାନେ ଥଇଥାନ ଦାବି କରିଛନ୍ତି।: [233, 262, 293, 284]
sambalpur-body-7: ସମ୍ବଲପୁର, ୧୧/୮ (ନି.ପ୍ର.): ହୀରାକୁଦ ଜଳଭଣ୍ଡାର ବୁଲିବାକୁ ଆସିଥିବା ପର୍ଯ୍ୟଟକଙ୍କ ଗଳାରୁ ସୁନା ଚେନ ଲୁଟ କରିନେଇଥିବା ଅଭିଯୁକ୍ତକୁ ପୋଲିସ ଗିରଫ କରିଛି। ଲୁଟ ହୋଇଥିବା ସାମଗ୍ରୀ ଜବତ କରାଯାଇଛି।: [281, 406, 349, 423]
center-text-col: [172, 241, 229, 381]
nandan-body-4: ଭୁବନେଶ୍ୱର, ୧୧/୮: ନନ୍ଦନକାନନ ପ୍ରାଣୀ ଉଦ୍ୟାନକୁ ନୂଆ ଅତିଥି ଆସିଛନ୍ତି। ପ୍ରାଣୀ ବିନିମୟ କାର୍ଯ୍ୟକ୍ରମ ଅଧୀନରେ ଏମାନଙ୍କୁ ଆଣାଯାଇଛି। କ୍ୱାରେଣ୍ଟାଇନ ପରେ ଦର୍ଶକଙ୍କ ପାଇଁ ଖୋଲାଯିବ।: [344, 550, 419, 567]
nandan-body-5: ଭୁବନେଶ୍ୱର, ୧୧/୮: ନନ୍ଦନକାନନ ପ୍ରାଣୀ ଉଦ୍ୟାନକୁ ନୂଆ ଅତିଥି ଆସିଛନ୍ତି। ପ୍ରାଣୀ ବିନିମୟ କାର୍ଯ୍ୟକ୍ରମ ଅଧୀନରେ ଏମାନଙ୍କୁ ଆଣାଯାଇଛି। କ୍ୱାରେଣ୍ଟାଇନ ପରେ ଦର୍ଶକଙ୍କ ପାଇଁ ଖୋଲାଯିବ।: [423, 550, 497, 567]
sambalpur-body-6: ସମ୍ବଲପୁର, ୧୧/୮ (ନି.ପ୍ର.): ହୀରାକୁଦ ଜଳଭଣ୍ଡାର ବୁଲିବାକୁ ଆସିଥିବା ପର୍ଯ୍ୟଟକଙ୍କ ଗଳାରୁ ସୁନା ଚେନ ଲୁଟ କରିନେଇଥିବା ଅଭିଯୁକ୍ତକୁ ପୋଲିସ ଗିରଫ କରିଛି। ଲୁଟ ହୋଇଥିବା ସାମଗ୍ରୀ ଜବତ କରାଯାଇଛି।: [218, 451, 278, 474]
chori-photo-police: [428, 416, 497, 466]
temple-headline: ଆଜି ଶ୍ରୀମନ୍ଦିରେ ୫ ଘଣ୍ଟା ବନ୍ଦ ରହିବ ଦର୍ଶନ: [391, 32, 495, 52]
bhanga-body-8: କଟକ, ୧୧/୮ (ନି.ପ୍ର.): ସହରର ବିଭିନ୍ନ ବସ୍ତି ଅଞ୍ଚଳରେ ଉଚ୍ଛେଦ ଅଭିଯାନ ଜାରି ରହିଛି। ପ୍ରଶାସନ ପକ୍ଷରୁ ଅସ୍ଥାୟୀ ଘରଗୁଡ଼ିକୁ ଭାଙ୍ଗି ଦିଆଯାଇଛି। ବାସିନ୍ଦାମାନେ ଥଇଥାନ ଦାବି କରିଛନ୍ତି।: [452, 262, 497, 288]
left-bottom-body-5: ରେଳ ଷ୍ଟେସନ ନିକଟରେ ଯାତ୍ରୀମାନଙ୍କ ସୁବିଧା ପାଇଁ ଦାବି ହୋଇଛି। ସ୍ଥାନୀୟ ସଂଗଠନ ପକ୍ଷରୁ ଆନ୍ଦୋଳନ ହୋଇଛି।: [3, 680, 103, 689]
left3-body-6: ପୋଲିସ ପିକ୍‌ଅପ ଗାଡ଼ିରୁ ବହୁ ପରିମାଣର ଗଞ୍ଜେଇ ଜବତ କରିଛି। ଚାଳକକୁ ଗିରଫ କରାଯାଇଛି।: [3, 569, 103, 578]
lead-col3-body-4: ସଡ଼କ ସୁରକ୍ଷା କମିଟି ବୈଠକରେ ଅନେକ ନିଷ୍ପତ୍ତି ନିଆଯାଇଥିଲେ ମଧ୍ୟ ତାହା କାର୍ଯ୍ୟକାରୀ ହେଉନାହିଁ। ଟ୍ରାଫିକ ଭିତ୍ତିଭୂମି ଅଭାବ ଓ ପୁଲିସର ଉଦାସୀନତା ଫଳରେ ସ୍ଥିତି ଗମ୍ଭୀର ହେଉଛି।: [291, 135, 381, 149]
center-box-body-2: ଛାତ୍ରଛାତ୍ରୀଙ୍କ ପାଠପଢ଼ା ଉପରେ ଲକଡାଉନର ପ୍ରଭାବ ପଡ଼ିଛି। ଅନଲାଇନ ଶିକ୍ଷା ବ୍ୟବସ୍ଥା ଗ୍ରାମାଞ୍ଚଳରେ ଅସୁବିଧା ସୃଷ୍ଟି କରୁଛି। ଅଭିଭାବକମାନେ ଚିନ୍ତିତ ଅଛନ୍ତି।: [109, 348, 169, 366]
footer-editor-label: Chief Editor: Soumya Ranjan Patnaik: [429, 774, 495, 778]
brand-name: ସଂବାଦ: [442, 0, 495, 26]
bijuli-text-2: [109, 676, 147, 770]
left3-body-5: ପୋଲିସ ପିକ୍‌ଅପ ଗାଡ଼ିରୁ ବହୁ ପରିମାଣର ଗଞ୍ଜେଇ ଜବତ କରିଛି। ଚାଳକକୁ ଗିରଫ କରାଯାଇଛି।: [3, 559, 103, 568]
left-bottom-body-2: ରେଳ ଷ୍ଟେସନ ନିକଟରେ ଯାତ୍ରୀମାନଙ୍କ ସୁବିଧା ପାଇଁ ଦାବି ହୋଇଛି। ସ୍ଥାନୀୟ ସଂଗଠନ ପକ୍ଷରୁ ଆନ୍ଦୋଳନ ହୋଇଛି।: [3, 646, 103, 655]
left3-headline: ଗଞ୍ଜେଇ ଜବତ ନେଇଥିଲା ପିକ୍‌ଅପ୍: ଜଣେ ମୃତ, ୨ ଆହତ: [3, 472, 103, 485]
center-box-text: [109, 330, 169, 382]
bijuli-body-1: କେନ୍ଦ୍ରାପଡ଼ା, ୧୧/୮ (ନି.ପ୍ର.): ପ୍ରବଳ ବର୍ଷା ସହ ବିଜୁଳି ମାଡ଼ରେ ଜଣେ ଚାଷୀଙ୍କ ମୃତ୍ୟୁ ହୋଇଛି। ଅନ୍ୟ ଜଣେ ଗୁରୁତର ଆହତ ହୋଇ ହସ୍ପିଟାଲରେ ଚିକିତ୍ସିତ ହେଉଛନ୍ତି।: [149, 634, 229, 647]
sambalpur-body-2: ସମ୍ବଲପୁର, ୧୧/୮ (ନି.ପ୍ର.): ହୀରାକୁଦ ଜଳଭଣ୍ଡାର ବୁଲିବାକୁ ଆସିଥିବା ପର୍ଯ୍ୟଟକଙ୍କ ଗଳାରୁ ସୁନା ଚେନ ଲୁଟ କରିନେଇଥିବା ଅଭିଯୁକ୍ତକୁ ପୋଲିସ ଗିରଫ କରିଛି। ଲୁଟ ହୋଇଥିବା ସାମଗ୍ରୀ ଜବତ କରାଯାଇଛି।: [109, 428, 169, 451]
city: Bhubaneswar: [29, 5, 67, 11]
chori-body-3: ଭଦ୍ରକ, ୧୧/୮ (ନି.ପ୍ର.): ଅଞ୍ଚଳରେ ଲଗାତାର ଚୋରି ଘଟଣା ଘଟୁଥିବାରୁ ପୋଲିସ ତଦନ୍ତ ଆରମ୍ଭ କରିଥିଲା। ଚୋରି ସାମଗ୍ରୀ ସହ ଅଭିଯୁକ୍ତଙ୍କୁ ଗିରଫ କରାଯାଇଛି।: [355, 444, 425, 458]
left2-body-1: ରେଳ ଷ୍ଟେସନ ନିକଟରେ ଯାତ୍ରୀମାନଙ୍କ ସୁବିଧା ପାଇଁ ଦାବି ହୋଇଛି। ସ୍ଥାନୀୟ ସଂଗଠନ ପକ୍ଷରୁ ଆନ୍ଦୋଳନ ହୋଇଛି।: [3, 386, 63, 399]
temple-body-1: ପୁରୀ, ୧୧/୮ (ନି.ପ୍ର.): ଶ୍ରୀକୃଷ୍ଣ ଜନ୍ମାଷ୍ଟମୀ ଅବସରରେ ଶ୍ରୀମନ୍ଦିରରେ ବିଶେଷ ନୀତି ଅନୁଷ୍ଠିତ ହେବ। ଏଥିପାଇଁ ଭକ୍ତଙ୍କ ଦର୍ଶନ ପାଞ୍ଚ ଘଣ୍ଟା ବନ୍ଦ ରହିବ। କୋଭିଡ଼ ନିୟମ ଅନୁସାରେ ସମସ୍ତ ନୀତିକାନ୍ତି ସେବାୟତଙ୍କ ଦ୍ୱାରା ସମ୍ପାଦିତ ହେବ। ଭକ୍ତମାନଙ୍କୁ ସହଯୋଗ କରିବାକୁ ଅନୁରୋଧ କରାଯାଇଛି।: [389, 65, 441, 100]
bottom-body-6: ଭୁବନେଶ୍ୱର, ୧୧/୮: ରାଜ୍ୟ ସରକାରଙ୍କ ବିଭିନ୍ନ ବିଭାଗରେ ମାନକୀକରଣ ପ୍ରକ୍ରିୟାକୁ ସୁଦୃଢ଼ କରିବା ପାଇଁ ଆଲୋଚନା ହୋଇଛି। ମୁଖ୍ୟ ଶାସନ ସଚିବଙ୍କ ଅଧ୍ୟକ୍ଷତାରେ ବୈଠକ ଅନୁଷ୍ଠିତ ହୋଇଥିଲା।: [295, 636, 411, 701]
lead-col2-body-2: ଯାଜପୁର, ୧୧/୮ (ନି.ପ୍ର.): ଜିଲ୍ଲାରେ ସଡ଼କ ଦୁର୍ଘଟଣା ସଂଖ୍ୟା କ୍ରମାଗତ ଭାବେ ବଢ଼ିଚାଲିଛି। ଏହାକୁ ନିୟନ୍ତ୍ରଣ କରିବାକୁ ପ୍ରଶାସନ ପକ୍ଷରୁ କୌଣସି ପଦକ୍ଷେପ ନିଆଯାଉ ନାହିଁ ବୋଲି ଅଭିଯୋଗ ହେଉଛି। ଜାତୀୟ ରାଜପଥ ଓ ଜିଲ୍ଲା ରାସ୍ତାରେ ଯାନବାହାନ ଚାଳକଙ୍କ ଅସାବଧାନତା ଯୋଗୁଁ ବହୁ ଲୋକ ପ୍ରାଣ ହରାଉଛନ୍ତି।: [147, 148, 287, 180]
lead-col3-body-2: ଯାଜପୁର, ୧୧/୮ (ନି.ପ୍ର.): ଜିଲ୍ଲାରେ ସଡ଼କ ଦୁର୍ଘଟଣା ସଂଖ୍ୟା କ୍ରମାଗତ ଭାବେ ବଢ଼ିଚାଲିଛି। ଏହାକୁ ନିୟନ୍ତ୍ରଣ କରିବାକୁ ପ୍ରଶାସନ ପକ୍ଷରୁ କୌଣସି ପଦକ୍ଷେପ ନିଆଯାଉ ନାହିଁ ବୋଲି ଅଭିଯୋଗ ହେଉଛି। ଜାତୀୟ ରାଜପଥ ଓ ଜିଲ୍ଲା ରାସ୍ତାରେ ଯାନବାହାନ ଚାଳକଙ୍କ ଅସାବଧାନତା ଯୋଗୁଁ ବହୁ ଲୋକ ପ୍ରାଣ ହରାଉଛନ୍ତି।: [291, 102, 381, 124]
chori-text-2: [428, 468, 497, 530]
chori-body-1: ଭଦ୍ରକ, ୧୧/୮ (ନି.ପ୍ର.): ଅଞ୍ଚଳରେ ଲଗାତାର ଚୋରି ଘଟଣା ଘଟୁଥିବାରୁ ପୋଲିସ ତଦନ୍ତ ଆରମ୍ଭ କରିଥିଲା। ଚୋରି ସାମଗ୍ରୀ ସହ ଅଭିଯୁକ୍ତଙ୍କୁ ଗିରଫ କରାଯାଇଛି।: [355, 416, 425, 429]
left3-text: [3, 489, 31, 527]
bhanga-body-4: କଟକ, ୧୧/୮ (ନି.ପ୍ର.): ସହରର ବିଭିନ୍ନ ବସ୍ତି ଅଞ୍ଚଳରେ ଉଚ୍ଛେଦ ଅଭିଯାନ ଜାରି ରହିଛି। ପ୍ରଶାସନ ପକ୍ଷରୁ ଅସ୍ଥାୟୀ ଘରଗୁଡ଼ିକୁ ଭାଙ୍ଗି ଦିଆଯାଇଛି। ବାସିନ୍ଦାମାନେ ଥଇଥାନ ଦାବି କରିଛନ୍ତି।: [296, 332, 346, 354]
divider: [106, 230, 107, 530]
bhanga-body-5: କଟକ, ୧୧/୮ (ନି.ପ୍ର.): ସହରର ବିଭିନ୍ନ ବସ୍ତି ଅଞ୍ଚଳରେ ଉଚ୍ଛେଦ ଅଭିଯାନ ଜାରି ରହିଛି। ପ୍ରଶାସନ ପକ୍ଷରୁ ଅସ୍ଥାୟୀ ଘରଗୁଡ଼ିକୁ ଭାଙ୍ଗି ଦିଆଯାଇଛି। ବାସିନ୍ଦାମାନେ ଥଇଥାନ ଦାବି କରିଛନ୍ତି।: [350, 332, 400, 354]
bijuli-body-4: କେନ୍ଦ୍ରାପଡ଼ା, ୧୧/୮ (ନି.ପ୍ର.): ପ୍ରବଳ ବର୍ଷା ସହ ବିଜୁଳି ମାଡ଼ରେ ଜଣେ ଚାଷୀଙ୍କ ମୃତ୍ୟୁ ହୋଇଛି। ଅନ୍ୟ ଜଣେ ଗୁରୁତର ଆହତ ହୋଇ ହସ୍ପିଟାଲରେ ଚିକିତ୍ସିତ ହେଉଛନ୍ତି।: [149, 677, 229, 690]
sambalpur-headline: ସମ୍ବଲପୁରରେ ପର୍ଯ୍ୟଟକଙ୍କଠାରୁ ଚେନ୍ ଲୁଟ୍, ଅଭିଯୁକ୍ତ ଗିରଫ: [109, 392, 319, 402]
lead-photo-meeting: [147, 64, 287, 144]
sambalpur-text-3: [281, 406, 349, 530]
lead-col2-body-1: ସ୍ଥାନୀୟ ଲୋକମାନେ ପ୍ରଶାସନଙ୍କୁ ଦାବି କରିଛନ୍ତି ଯେ ଦୁର୍ଘଟଣା ପ୍ରବଣ ସ୍ଥାନରେ ସ୍ପିଡ଼ ବ୍ରେକର, ସିଗ୍ନାଲ ଓ ଆଲୋକ ବ୍ୟବସ୍ଥା କରାଯାଉ।: [147, 148, 215, 161]
sambalpur-body-3: ସମ୍ବଲପୁର, ୧୧/୮ (ନି.ପ୍ର.): ହୀରାକୁଦ ଜଳଭଣ୍ଡାର ବୁଲିବାକୁ ଆସିଥିବା ପର୍ଯ୍ୟଟକଙ୍କ ଗଳାରୁ ସୁନା ଚେନ ଲୁଟ କରିନେଇଥିବା ଅଭିଯୁକ୍ତକୁ ପୋଲିସ ଗିରଫ କରିଛି। ଲୁଟ ହୋଇଥିବା ସାମଗ୍ରୀ ଜବତ କରାଯାଇଛି।: [109, 451, 169, 474]
